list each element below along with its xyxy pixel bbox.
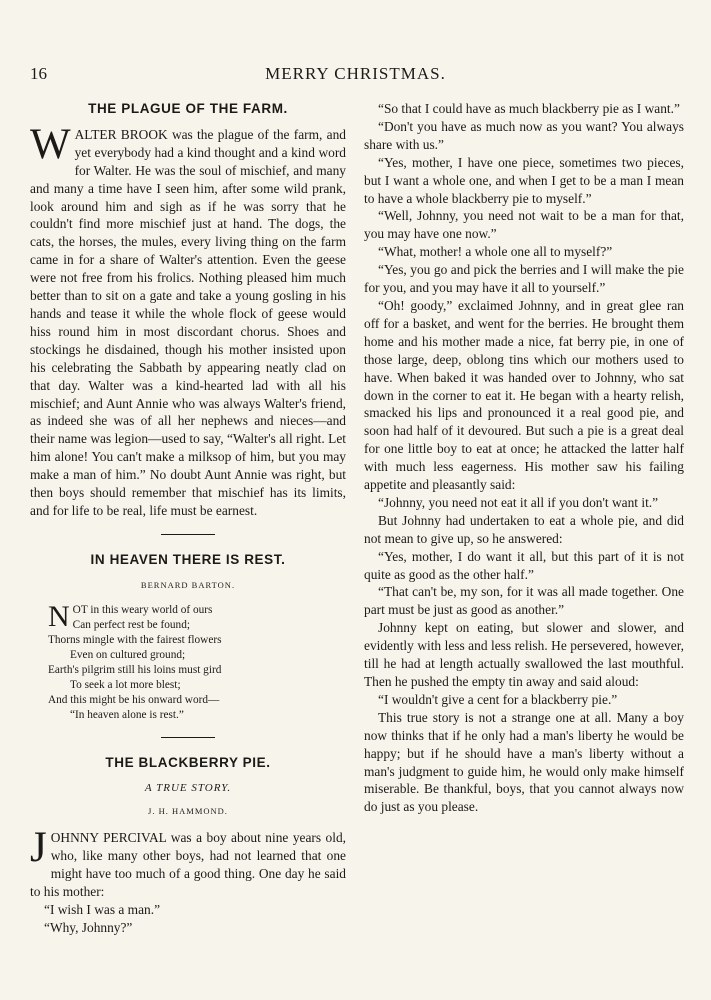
- story2-paragraph: “I wish I was a man.”: [44, 902, 161, 917]
- story2-paragraph: “Yes, you go and pick the berries and I will make the pie for you, and you may have it all to yourself.”: [364, 262, 684, 296]
- story2-paragraph: “Oh! goody,” exclaimed Johnny, and in great glee ran off for a basket, and went for the berries. He brought them home and his mother made a nice, fat berry pie, in one of those large, deep, oblong tins which our mothers used to have. When baked it was handed over to Johnny, who sat down in the corner to eat it. He began with a hearty relish, smacked his lips and pronounced it a real good pie, and soon had half of it devoured. But such a pie is a great deal for one little boy to eat at once; he attacked the latter half with much less eagerness. His mother saw his failing appetite and pleasantly said:: [364, 297, 684, 493]
- story2-paragraph: “Why, Johnny?”: [44, 919, 133, 935]
- story1-text: ALTER BROOK was the plague of the farm, and yet everybody had a kind thought and a kind word for Walter. He was the soul of mischief, and many and many a time have I seen him, after some wild prank, look around him and sigh as if he was sorry that he couldn't find more mischief just at hand. The dogs, the cats, the horses, the mules, every living thing on the farm came in for a share of Walter's attention. Even the geese were not free from his frolics. Nothing pleased him much better than to sit on a gate and take a young gosling in his hands and tease it while the whole flock of geese would hiss round him in most discordant chorus. Shoes and stockings he disdained, though his mother insisted upon his celebrating the Sabbath by appearing neatly clad on that day. Walter was a kind-hearted lad with all his mischief; and Aunt Annie who was always Walter's friend, as indeed she was of all her nephews and nieces—and their name was legion—used to say, “Walter's all right. Let him alone! You can't make a milksop of him, but you may make a man of him.” No doubt Aunt Annie was right, but then boys should remember that mischief has its limits, and for life to be real, life must be earnest.: [30, 126, 346, 518]
- story2-paragraph: “Don't you have as much now as you want? You always share with us.”: [364, 118, 684, 152]
- story2-title: THE BLACKBERRY PIE.: [105, 754, 271, 770]
- story2-paragraph: But Johnny had undertaken to eat a whole pie, and did not mean to give up, so he answered:: [364, 512, 684, 546]
- poem-body: [48, 599, 346, 723]
- running-title: MERRY CHRISTMAS.: [265, 64, 446, 83]
- page-number: 16: [30, 64, 47, 83]
- story2-paragraph: “That can't be, my son, for it was all made together. One part must be just as good as another.”: [364, 584, 684, 618]
- poem-line: To seek a lot more blest;: [70, 678, 181, 691]
- story2-paragraph: “Yes, mother, I do want it all, but this part of it is not quite as good as the other half.”: [364, 548, 684, 582]
- story2-dropcap: J: [30, 824, 47, 872]
- poem-line: Can perfect rest be found;: [72, 618, 190, 631]
- poem-line: Earth's pilgrim still his loins must gird: [48, 663, 222, 676]
- story2-lead-paragraph: [30, 824, 346, 901]
- story2-paragraph: “So that I could have as much blackberry pie as I want.”: [378, 101, 680, 116]
- poem-author: BERNARD BARTON.: [140, 579, 236, 590]
- story2-paragraph: “Well, Johnny, you need not wait to be a man for that, you may have one now.”: [364, 208, 684, 242]
- story1-dropcap: W: [30, 120, 71, 168]
- story2-paragraph: “Yes, mother, I have one piece, sometimes two pieces, but I want a whole one, and when I get to be a man I mean to have a whole blackberry pie to myself.”: [364, 154, 684, 206]
- left-column: [30, 100, 346, 937]
- poem-line: Thorns mingle with the fairest flowers: [48, 633, 222, 646]
- poem-line: Even on cultured ground;: [70, 648, 186, 661]
- poem-line: And this might be his onward word—: [48, 693, 220, 706]
- story1-body: [30, 120, 346, 520]
- right-column: [364, 100, 684, 816]
- poem-dropcap: N: [48, 599, 70, 633]
- poem-line: OT in this weary world of ours: [72, 603, 213, 616]
- story2-paragraph: This true story is not a strange one at all. Many a boy now thinks that if he only had a man's liberty he would be happy; but if he should have a man's liberty without a man's judgment to guide him, he would only make himself miserable. Be thankful, boys, that you cannot always now do just as you please.: [364, 709, 684, 815]
- story2-paragraph: “I wouldn't give a cent for a blackberry pie.”: [378, 691, 618, 707]
- section-divider: [161, 737, 215, 738]
- poem-title: IN HEAVEN THERE IS REST.: [90, 551, 286, 567]
- story2-subtitle: A TRUE STORY.: [144, 781, 232, 794]
- story2-paragraph: “What, mother! a whole one all to myself?”: [378, 244, 613, 260]
- story1-title: THE PLAGUE OF THE FARM.: [88, 101, 288, 116]
- story2-lead-text: OHNNY PERCIVAL was a boy about nine years old, who, like many other boys, had not learned that one might have too much of a good thing. One day he said to his mother:: [30, 830, 346, 900]
- poem-line: “In heaven alone is rest.”: [70, 708, 184, 721]
- section-divider: [161, 534, 215, 535]
- story2-author: J. H. HAMMOND.: [148, 806, 228, 817]
- story2-paragraph: “Johnny, you need not eat it all if you don't want it.”: [378, 494, 659, 510]
- story2-paragraph: Johnny kept on eating, but slower and slower, and evidently with less and less relish. He persevered, however, till he had at length actually swallowed the last mouthful. Then he pushed the empty tin away and said aloud:: [364, 620, 684, 689]
